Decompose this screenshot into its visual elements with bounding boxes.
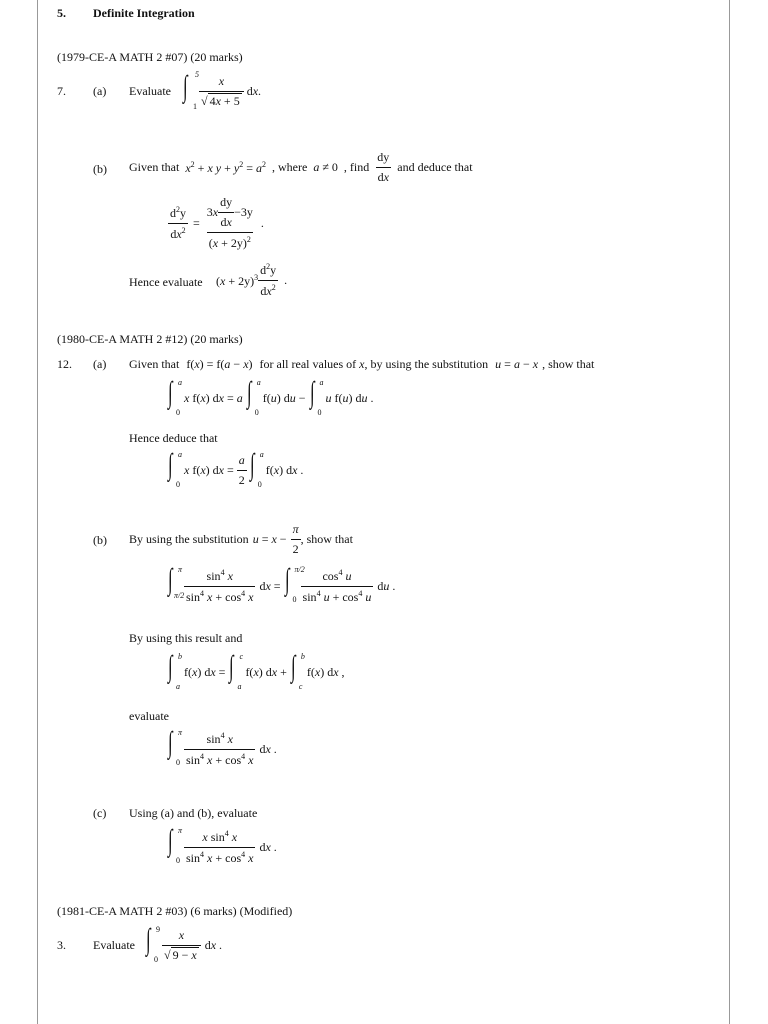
math-expression: ∫ a 0 x f(x) dx = $\frac{a}{2}$ ∫ a 0 f(x) dx .	[168, 448, 304, 489]
math-expression: ∫ π 0 $\frac{\sin^4 x}{\sin^4 x + \cos^4 x}$ dx .	[168, 726, 277, 767]
math-expression: Given that $x^2 + x$ $y + y^2 = a^2$ , where a ≠ 0 , find $\frac{dy}{dx}$ and deduce that	[129, 150, 473, 184]
part-label: (a)	[93, 357, 107, 371]
part-label: (b)	[93, 533, 107, 547]
text: Given that	[129, 357, 180, 371]
math-expression: $\frac{d^2y}{dx^2}$ = 3 x $\frac{dy}{dx}$ −3y $(x + 2y)^2$ .	[170, 195, 264, 250]
math-expression: ∫ 5 1 $\frac{x}{√ 4x + 5}$ dx.	[183, 70, 262, 111]
question-number: 3.	[57, 938, 66, 952]
text: , find	[343, 160, 370, 174]
document-page	[37, 0, 730, 1024]
part-text: Using (a) and (b), evaluate	[129, 806, 258, 820]
section-title: Definite Integration	[93, 6, 195, 20]
math-expression: ∫ b a f(x) dx = ∫ c a f(x) dx + ∫ b c f(x) dx ,	[168, 650, 345, 691]
text: and deduce that	[397, 160, 473, 174]
math-expression: ∫ π 0 $\frac{x \sin^4 x}{\sin^4 x + \cos^4 x}$ dx .	[168, 824, 277, 865]
question-number: 12.	[57, 357, 72, 371]
part-label: (a)	[93, 84, 107, 98]
question-source: (1980-CE-A MATH 2 #12) (20 marks)	[57, 332, 243, 346]
math-expression: ∫ a 0 x f(x) dx = a ∫ a 0 f(u) du − ∫ a 0 u f(u) du .	[168, 376, 374, 417]
math-expression: $(x + 2y)^3$ $\frac{d^2y}{dx^2}$ .	[216, 262, 288, 298]
question-source: (1981-CE-A MATH 2 #03) (6 marks) (Modified)	[57, 904, 293, 918]
part-label: (b)	[93, 162, 107, 176]
part-text: Evaluate	[93, 938, 135, 952]
question-source: (1979-CE-A MATH 2 #07) (20 marks)	[57, 50, 243, 64]
text: Given that	[129, 160, 180, 174]
part-text: evaluate	[129, 709, 169, 723]
part-label: (c)	[93, 806, 107, 820]
text: , where	[271, 160, 308, 174]
part-text: Hence evaluate	[129, 275, 203, 289]
text: for all real values of	[259, 357, 357, 371]
math-expression: Given that f(x) = f(a − x) for all real values of x, by using the substitution u = a − x , show that	[129, 357, 595, 371]
part-text: Evaluate	[129, 84, 171, 98]
text: , by using the substitution	[364, 357, 489, 371]
section-number: 5.	[57, 6, 66, 20]
part-text: Hence deduce that	[129, 431, 218, 445]
text: By using the substitution	[129, 532, 249, 546]
part-text: By using this result and	[129, 631, 243, 645]
math-expression: ∫ 9 0 $\frac{x}{√ 9 - x}$ dx .	[146, 923, 223, 964]
text: , show that	[542, 357, 595, 371]
math-expression: ∫ π π/2 $\frac{\sin^4 x}{\sin^4 x + \cos^4 x}$ dx = ∫ π/2 0 $\frac{\cos^4 u}{\sin^4 u + \cos^4 u}$ du .	[168, 563, 396, 604]
question-number: 7.	[57, 84, 66, 98]
math-expression: By using the substitution u = x − $\frac{\pi}{2}$ , show that	[129, 522, 353, 556]
text: , show that	[300, 532, 353, 546]
